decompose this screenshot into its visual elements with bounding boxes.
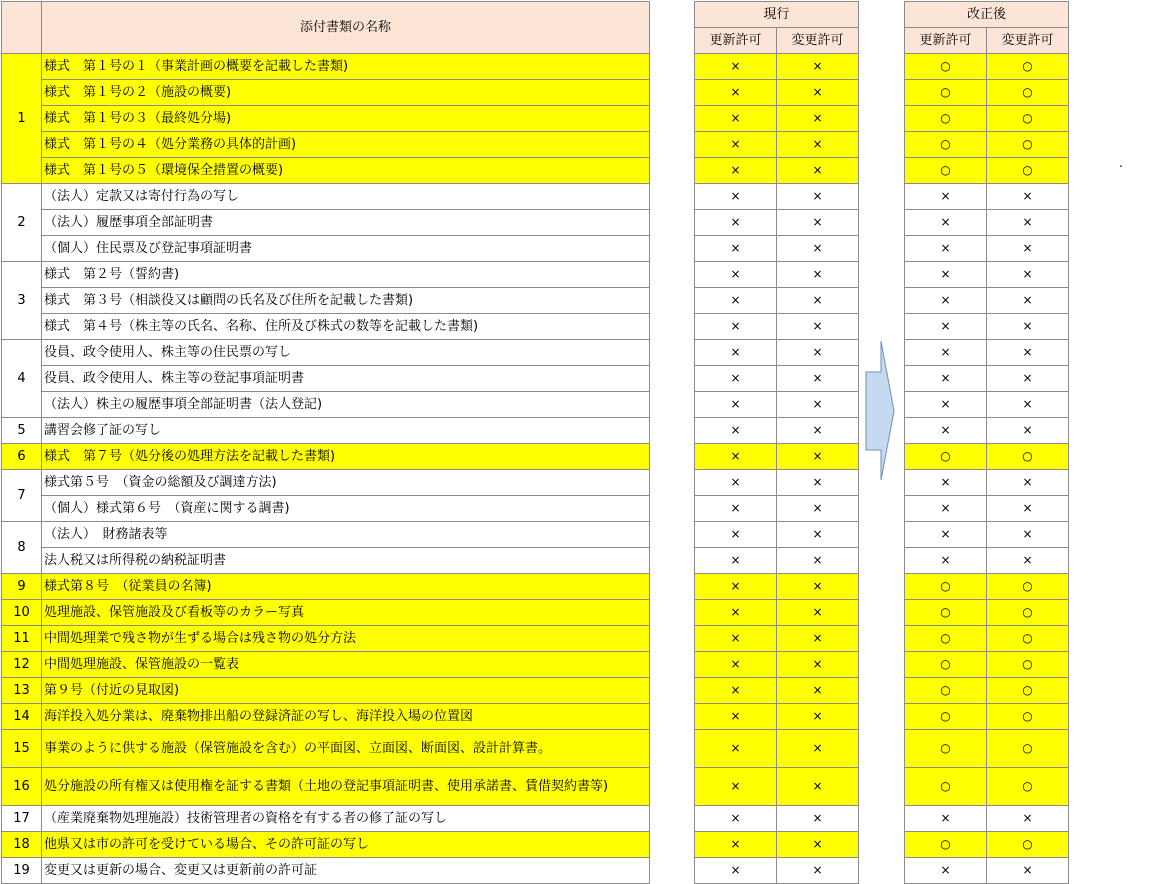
- renew-mark: ○: [905, 704, 987, 730]
- change-mark: ×: [987, 418, 1069, 444]
- change-mark: ○: [987, 678, 1069, 704]
- renew-mark: ×: [695, 132, 777, 158]
- row-number: 5: [2, 418, 42, 444]
- renew-mark: ○: [905, 158, 987, 184]
- renew-mark: ×: [905, 418, 987, 444]
- document-name: 中間処理業で残さ物が生ずる場合は残さ物の処分方法: [42, 626, 650, 652]
- change-mark: ×: [777, 768, 859, 806]
- document-name: 様式 第２号（誓約書): [42, 262, 650, 288]
- renew-mark: ×: [695, 366, 777, 392]
- renew-mark: ×: [905, 522, 987, 548]
- change-mark: ×: [777, 704, 859, 730]
- table-row: [695, 470, 859, 496]
- row-number: 9: [2, 574, 42, 600]
- table-row: [2, 132, 650, 158]
- header-current-change: 変更許可: [777, 28, 859, 54]
- change-mark: ×: [777, 392, 859, 418]
- change-mark: ×: [777, 262, 859, 288]
- change-mark: ○: [987, 132, 1069, 158]
- change-mark: ○: [987, 730, 1069, 768]
- table-row: [905, 768, 1069, 806]
- renew-mark: ○: [905, 80, 987, 106]
- renew-mark: ×: [695, 652, 777, 678]
- document-name: 様式 第３号（相談役又は顧問の氏名及び住所を記載した書類): [42, 288, 650, 314]
- change-mark: ×: [987, 522, 1069, 548]
- renew-mark: ×: [905, 314, 987, 340]
- table-row: [2, 210, 650, 236]
- change-mark: ×: [987, 806, 1069, 832]
- table-row: [695, 288, 859, 314]
- table-row: [695, 652, 859, 678]
- renew-mark: ×: [695, 210, 777, 236]
- renew-mark: ×: [905, 184, 987, 210]
- table-row: [2, 496, 650, 522]
- document-name: （法人）定款又は寄付行為の写し: [42, 184, 650, 210]
- document-name: 変更又は更新の場合、変更又は更新前の許可証: [42, 858, 650, 884]
- change-mark: ×: [777, 858, 859, 884]
- document-name: （法人）株主の履歴事項全部証明書（法人登記): [42, 392, 650, 418]
- renew-mark: ×: [905, 288, 987, 314]
- renew-mark: ×: [695, 106, 777, 132]
- row-number: 3: [2, 262, 42, 340]
- renew-mark: ×: [695, 444, 777, 470]
- renew-mark: ○: [905, 106, 987, 132]
- renew-mark: ×: [695, 678, 777, 704]
- renew-mark: ×: [695, 704, 777, 730]
- table-row: [2, 288, 650, 314]
- table-row: [695, 366, 859, 392]
- table-row: [695, 158, 859, 184]
- document-name: （法人） 財務諸表等: [42, 522, 650, 548]
- table-row: [2, 652, 650, 678]
- table-row: [2, 158, 650, 184]
- renew-mark: ×: [905, 392, 987, 418]
- renew-mark: ○: [905, 768, 987, 806]
- change-mark: ○: [987, 768, 1069, 806]
- table-row: [2, 832, 650, 858]
- current-permit-table: [694, 1, 859, 884]
- table-row: [2, 548, 650, 574]
- document-name: 中間処理施設、保管施設の一覧表: [42, 652, 650, 678]
- renew-mark: ○: [905, 54, 987, 80]
- table-row: [695, 574, 859, 600]
- table-row: [905, 106, 1069, 132]
- change-mark: ×: [777, 80, 859, 106]
- table-row: [905, 548, 1069, 574]
- row-number: 1: [2, 54, 42, 184]
- table-row: [2, 80, 650, 106]
- table-row: [2, 106, 650, 132]
- document-name: 役員、政令使用人、株主等の登記事項証明書: [42, 366, 650, 392]
- renew-mark: ×: [905, 496, 987, 522]
- renew-mark: ○: [905, 132, 987, 158]
- header-revised: 改正後: [905, 2, 1069, 28]
- document-name: 講習会修了証の写し: [42, 418, 650, 444]
- table-row: [2, 184, 650, 210]
- table-row: [695, 548, 859, 574]
- change-mark: ○: [987, 704, 1069, 730]
- row-number: 16: [2, 768, 42, 806]
- table-row: [695, 314, 859, 340]
- change-mark: ×: [987, 366, 1069, 392]
- table-row: [2, 730, 650, 768]
- document-name: （個人）様式第６号 （資産に関する調書): [42, 496, 650, 522]
- change-mark: ×: [777, 678, 859, 704]
- change-mark: ×: [777, 184, 859, 210]
- row-number: 13: [2, 678, 42, 704]
- change-mark: ×: [777, 806, 859, 832]
- change-mark: ×: [777, 314, 859, 340]
- renew-mark: ×: [695, 858, 777, 884]
- table-row: [905, 236, 1069, 262]
- table-row: [905, 262, 1069, 288]
- header-revised-renew: 更新許可: [905, 28, 987, 54]
- table-row: [905, 600, 1069, 626]
- change-mark: ×: [777, 366, 859, 392]
- change-mark: ×: [777, 730, 859, 768]
- table-row: [2, 54, 650, 80]
- table-row: [2, 340, 650, 366]
- change-mark: ×: [987, 496, 1069, 522]
- change-mark: ×: [777, 210, 859, 236]
- change-mark: ×: [777, 158, 859, 184]
- renew-mark: ×: [695, 522, 777, 548]
- row-number: 4: [2, 340, 42, 418]
- table-row: [2, 444, 650, 470]
- change-mark: ×: [777, 340, 859, 366]
- document-name: 様式 第４号（株主等の氏名、名称、住所及び株式の数等を記載した書類): [42, 314, 650, 340]
- table-row: [695, 496, 859, 522]
- document-name: 様式 第７号（処分後の処理方法を記載した書類): [42, 444, 650, 470]
- change-mark: ○: [987, 832, 1069, 858]
- change-mark: ×: [777, 600, 859, 626]
- document-name: 海洋投入処分業は、廃棄物排出船の登録済証の写し、海洋投入場の位置図: [42, 704, 650, 730]
- renew-mark: ×: [695, 496, 777, 522]
- change-mark: ×: [777, 470, 859, 496]
- row-number: 11: [2, 626, 42, 652]
- table-row: [905, 288, 1069, 314]
- table-row: [695, 106, 859, 132]
- renew-mark: ×: [695, 80, 777, 106]
- table-row: [695, 858, 859, 884]
- change-mark: ×: [777, 496, 859, 522]
- change-mark: ×: [987, 288, 1069, 314]
- document-name: （法人）履歴事項全部証明書: [42, 210, 650, 236]
- right-arrow-icon: [865, 340, 897, 482]
- table-row: [695, 184, 859, 210]
- change-mark: ×: [987, 236, 1069, 262]
- row-number: 14: [2, 704, 42, 730]
- change-mark: ×: [987, 262, 1069, 288]
- change-mark: ×: [777, 574, 859, 600]
- table-row: [905, 80, 1069, 106]
- change-mark: ○: [987, 106, 1069, 132]
- table-row: [905, 132, 1069, 158]
- document-name: 様式第８号 （従業員の名簿): [42, 574, 650, 600]
- table-row: [905, 314, 1069, 340]
- renew-mark: ○: [905, 652, 987, 678]
- change-mark: ○: [987, 626, 1069, 652]
- table-row: [905, 340, 1069, 366]
- change-mark: ×: [987, 340, 1069, 366]
- row-number: 18: [2, 832, 42, 858]
- revised-permit-table: [904, 1, 1069, 884]
- change-mark: ○: [987, 574, 1069, 600]
- table-row: [905, 730, 1069, 768]
- change-mark: ×: [777, 444, 859, 470]
- row-number: 17: [2, 806, 42, 832]
- table-row: [695, 678, 859, 704]
- renew-mark: ×: [905, 236, 987, 262]
- document-name: 様式 第１号の４（処分業務の具体的計画): [42, 132, 650, 158]
- renew-mark: ×: [905, 262, 987, 288]
- document-list-table: [1, 1, 650, 884]
- table-row: [2, 314, 650, 340]
- header-blank-cell: [2, 2, 42, 54]
- table-row: [695, 806, 859, 832]
- renew-mark: ×: [695, 600, 777, 626]
- change-mark: ×: [987, 314, 1069, 340]
- renew-mark: ×: [695, 626, 777, 652]
- table-row: [695, 704, 859, 730]
- renew-mark: ×: [695, 314, 777, 340]
- table-row: [2, 522, 650, 548]
- renew-mark: ×: [695, 288, 777, 314]
- change-mark: ×: [987, 184, 1069, 210]
- renew-mark: ×: [695, 730, 777, 768]
- document-name: 第９号（付近の見取図): [42, 678, 650, 704]
- document-name: 様式 第１号の２（施設の概要): [42, 80, 650, 106]
- table-row: [905, 496, 1069, 522]
- document-name: 様式 第１号の３（最終処分場): [42, 106, 650, 132]
- document-name: 役員、政令使用人、株主等の住民票の写し: [42, 340, 650, 366]
- table-row: [695, 210, 859, 236]
- table-row: [905, 522, 1069, 548]
- change-mark: ○: [987, 600, 1069, 626]
- document-name: 法人税又は所得税の納税証明書: [42, 548, 650, 574]
- change-mark: ×: [777, 548, 859, 574]
- document-name: 様式 第１号の５（環境保全措置の概要): [42, 158, 650, 184]
- change-mark: ×: [777, 132, 859, 158]
- table-row: [905, 678, 1069, 704]
- table-row: [2, 574, 650, 600]
- table-row: [905, 704, 1069, 730]
- table-row: [905, 574, 1069, 600]
- renew-mark: ×: [695, 158, 777, 184]
- change-mark: ○: [987, 158, 1069, 184]
- header-current: 現行: [695, 2, 859, 28]
- row-number: 10: [2, 600, 42, 626]
- renew-mark: ×: [695, 418, 777, 444]
- header-document-name: 添付書類の名称: [42, 2, 650, 54]
- table-row: [695, 262, 859, 288]
- renew-mark: ×: [695, 832, 777, 858]
- table-row: [2, 236, 650, 262]
- change-mark: ○: [987, 652, 1069, 678]
- table-row: [905, 54, 1069, 80]
- row-number: 7: [2, 470, 42, 522]
- table-row: [2, 418, 650, 444]
- table-row: [695, 392, 859, 418]
- table-row: [2, 470, 650, 496]
- renew-mark: ×: [905, 806, 987, 832]
- document-name: （産業廃棄物処理施設）技術管理者の資格を有する者の修了証の写し: [42, 806, 650, 832]
- table-row: [695, 132, 859, 158]
- row-number: 12: [2, 652, 42, 678]
- renew-mark: ×: [905, 340, 987, 366]
- renew-mark: ○: [905, 678, 987, 704]
- table-row: [695, 768, 859, 806]
- table-row: [905, 392, 1069, 418]
- table-row: [695, 418, 859, 444]
- document-name: （個人）住民票及び登記事項証明書: [42, 236, 650, 262]
- table-row: [905, 158, 1069, 184]
- table-row: [695, 600, 859, 626]
- table-row: [695, 80, 859, 106]
- renew-mark: ×: [905, 470, 987, 496]
- table-row: [2, 262, 650, 288]
- table-row: [695, 340, 859, 366]
- renew-mark: ×: [695, 340, 777, 366]
- renew-mark: ×: [905, 366, 987, 392]
- renew-mark: ×: [695, 262, 777, 288]
- header-revised-change: 変更許可: [987, 28, 1069, 54]
- table-row: [695, 444, 859, 470]
- change-mark: ×: [777, 54, 859, 80]
- renew-mark: ×: [695, 768, 777, 806]
- row-number: 8: [2, 522, 42, 574]
- renew-mark: ×: [905, 548, 987, 574]
- table-row: [905, 652, 1069, 678]
- change-mark: ×: [987, 858, 1069, 884]
- document-name: 様式 第１号の１（事業計画の概要を記載した書類): [42, 54, 650, 80]
- change-mark: ×: [777, 288, 859, 314]
- renew-mark: ×: [695, 806, 777, 832]
- change-mark: ○: [987, 80, 1069, 106]
- change-mark: ×: [777, 418, 859, 444]
- decor-dot: .: [1119, 156, 1123, 170]
- table-row: [2, 678, 650, 704]
- change-mark: ×: [987, 210, 1069, 236]
- header-current-renew: 更新許可: [695, 28, 777, 54]
- document-name: 処分施設の所有権又は使用権を証する書類（土地の登記事項証明書、使用承諾書、賃借契約書等): [42, 768, 650, 806]
- document-name: 様式第５号 （資金の総額及び調達方法): [42, 470, 650, 496]
- row-number: 15: [2, 730, 42, 768]
- change-mark: ×: [777, 652, 859, 678]
- table-row: [695, 626, 859, 652]
- change-mark: ×: [987, 470, 1069, 496]
- change-mark: ×: [777, 626, 859, 652]
- table-row: [2, 392, 650, 418]
- table-row: [905, 184, 1069, 210]
- table-row: [695, 832, 859, 858]
- table-row: [905, 366, 1069, 392]
- renew-mark: ○: [905, 832, 987, 858]
- table-row: [905, 444, 1069, 470]
- row-number: 19: [2, 858, 42, 884]
- table-row: [905, 470, 1069, 496]
- document-name: 処理施設、保管施設及び看板等のカラー写真: [42, 600, 650, 626]
- change-mark: ×: [777, 832, 859, 858]
- table-row: [2, 806, 650, 832]
- table-row: [905, 806, 1069, 832]
- renew-mark: ×: [695, 548, 777, 574]
- table-row: [695, 522, 859, 548]
- table-row: [905, 210, 1069, 236]
- change-mark: ○: [987, 444, 1069, 470]
- table-row: [695, 730, 859, 768]
- renew-mark: ×: [695, 392, 777, 418]
- table-row: [2, 768, 650, 806]
- renew-mark: ×: [695, 184, 777, 210]
- renew-mark: ○: [905, 574, 987, 600]
- renew-mark: ×: [695, 236, 777, 262]
- document-name: 他県又は市の許可を受けている場合、その許可証の写し: [42, 832, 650, 858]
- change-mark: ○: [987, 54, 1069, 80]
- table-row: [2, 600, 650, 626]
- renew-mark: ×: [905, 858, 987, 884]
- table-row: [2, 858, 650, 884]
- renew-mark: ×: [695, 54, 777, 80]
- table-row: [695, 54, 859, 80]
- change-mark: ×: [777, 106, 859, 132]
- table-row: [2, 366, 650, 392]
- renew-mark: ×: [695, 574, 777, 600]
- change-mark: ×: [987, 392, 1069, 418]
- row-number: 6: [2, 444, 42, 470]
- table-row: [2, 626, 650, 652]
- renew-mark: ○: [905, 444, 987, 470]
- row-number: 2: [2, 184, 42, 262]
- renew-mark: ○: [905, 626, 987, 652]
- table-row: [905, 626, 1069, 652]
- renew-mark: ○: [905, 600, 987, 626]
- renew-mark: ×: [695, 470, 777, 496]
- document-name: 事業のように供する施設（保管施設を含む）の平面図、立面図、断面図、設計計算書。: [42, 730, 650, 768]
- change-mark: ×: [777, 522, 859, 548]
- table-row: [2, 704, 650, 730]
- table-row: [905, 858, 1069, 884]
- table-row: [695, 236, 859, 262]
- table-row: [905, 418, 1069, 444]
- change-mark: ×: [777, 236, 859, 262]
- change-mark: ×: [987, 548, 1069, 574]
- table-row: [905, 832, 1069, 858]
- renew-mark: ×: [905, 210, 987, 236]
- renew-mark: ○: [905, 730, 987, 768]
